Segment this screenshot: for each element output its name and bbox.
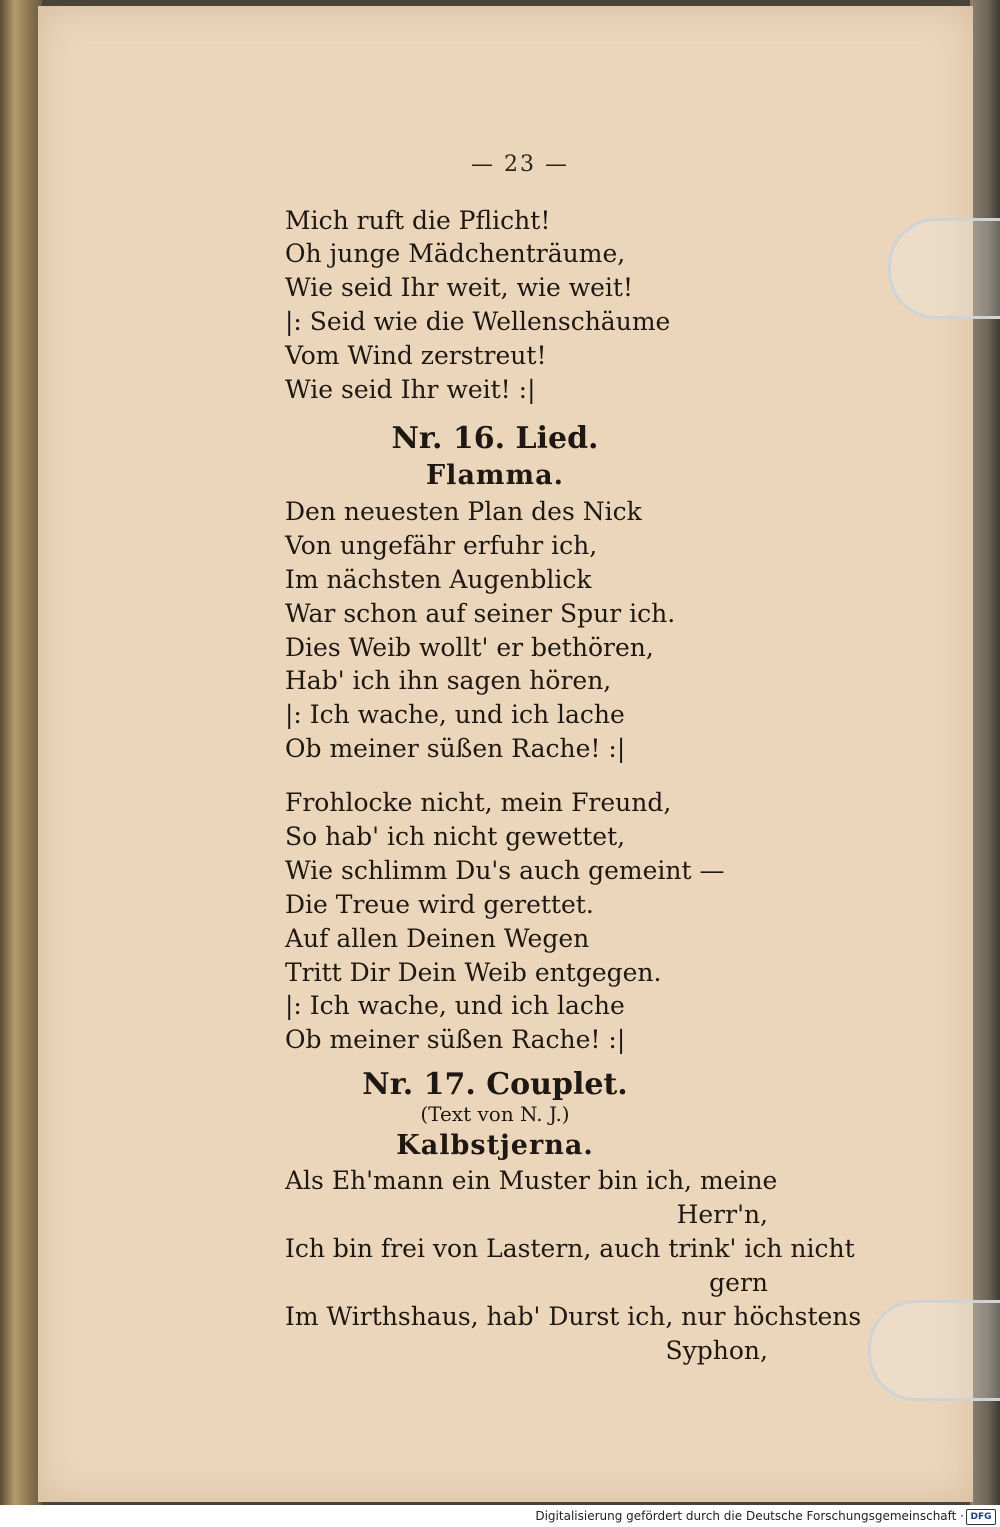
verse-line: |: Ich wache, und ich lache — [285, 991, 625, 1020]
character-name: Flamma. — [426, 460, 564, 491]
verse-line: Ich bin frei von Lastern, auch trink' ich nicht — [285, 1234, 855, 1263]
verse-line: Den neuesten Plan des Nick — [285, 497, 642, 526]
funding-notice: Digitalisierung gefördert durch die Deutsche Forschungsgemeinschaft · — [535, 1509, 964, 1523]
verse-line: War schon auf seiner Spur ich. — [285, 599, 676, 628]
song-heading: Nr. 17. Couplet. — [362, 1067, 628, 1102]
song-heading: Nr. 16. Lied. — [391, 421, 599, 456]
page-number: — 23 — — [471, 152, 569, 177]
verse-line: Hab' ich ihn sagen hören, — [285, 666, 612, 695]
footer-bar — [0, 1505, 1000, 1527]
verse-line: Wie seid Ihr weit! :| — [285, 375, 536, 404]
dfg-logo: DFG — [966, 1509, 996, 1525]
character-name: Kalbstjerna. — [396, 1130, 594, 1161]
verse-line: Im nächsten Augenblick — [285, 565, 592, 594]
verse-line: Wie schlimm Du's auch gemeint — — [285, 856, 725, 885]
book-spine — [0, 0, 42, 1505]
song-subtitle: (Text von N. J.) — [420, 1102, 570, 1126]
verse-line: Vom Wind zerstreut! — [285, 341, 547, 370]
verse-line: |: Ich wache, und ich lache — [285, 700, 625, 729]
verse-line: Von ungefähr erfuhr ich, — [285, 531, 598, 560]
page-clip-icon — [888, 218, 1000, 319]
verse-line: Wie seid Ihr weit, wie weit! — [285, 273, 633, 302]
verse-line-continuation: Herr'n, — [676, 1200, 768, 1229]
verse-line: Auf allen Deinen Wegen — [285, 924, 590, 953]
verse-line: Im Wirthshaus, hab' Durst ich, nur höchstens — [285, 1302, 862, 1331]
verse-line-continuation: Syphon, — [665, 1336, 768, 1365]
verse-line-continuation: gern — [709, 1268, 768, 1297]
verse-line: Tritt Dir Dein Weib entgegen. — [285, 958, 662, 987]
verse-line: Ob meiner süßen Rache! :| — [285, 1025, 626, 1054]
verse-line: Dies Weib wollt' er bethören, — [285, 633, 654, 662]
page-clip-icon — [868, 1300, 1000, 1401]
verse-line: Als Eh'mann ein Muster bin ich, meine — [285, 1166, 778, 1195]
verse-line: Die Treue wird gerettet. — [285, 890, 594, 919]
verse-line: Frohlocke nicht, mein Freund, — [285, 788, 672, 817]
verse-line: |: Seid wie die Wellenschäume — [285, 307, 671, 336]
verse-line: Mich ruft die Pflicht! — [285, 206, 551, 235]
verse-line: Oh junge Mädchenträume, — [285, 239, 626, 268]
verse-line: So hab' ich nicht gewettet, — [285, 822, 626, 851]
verse-line: Ob meiner süßen Rache! :| — [285, 734, 626, 763]
